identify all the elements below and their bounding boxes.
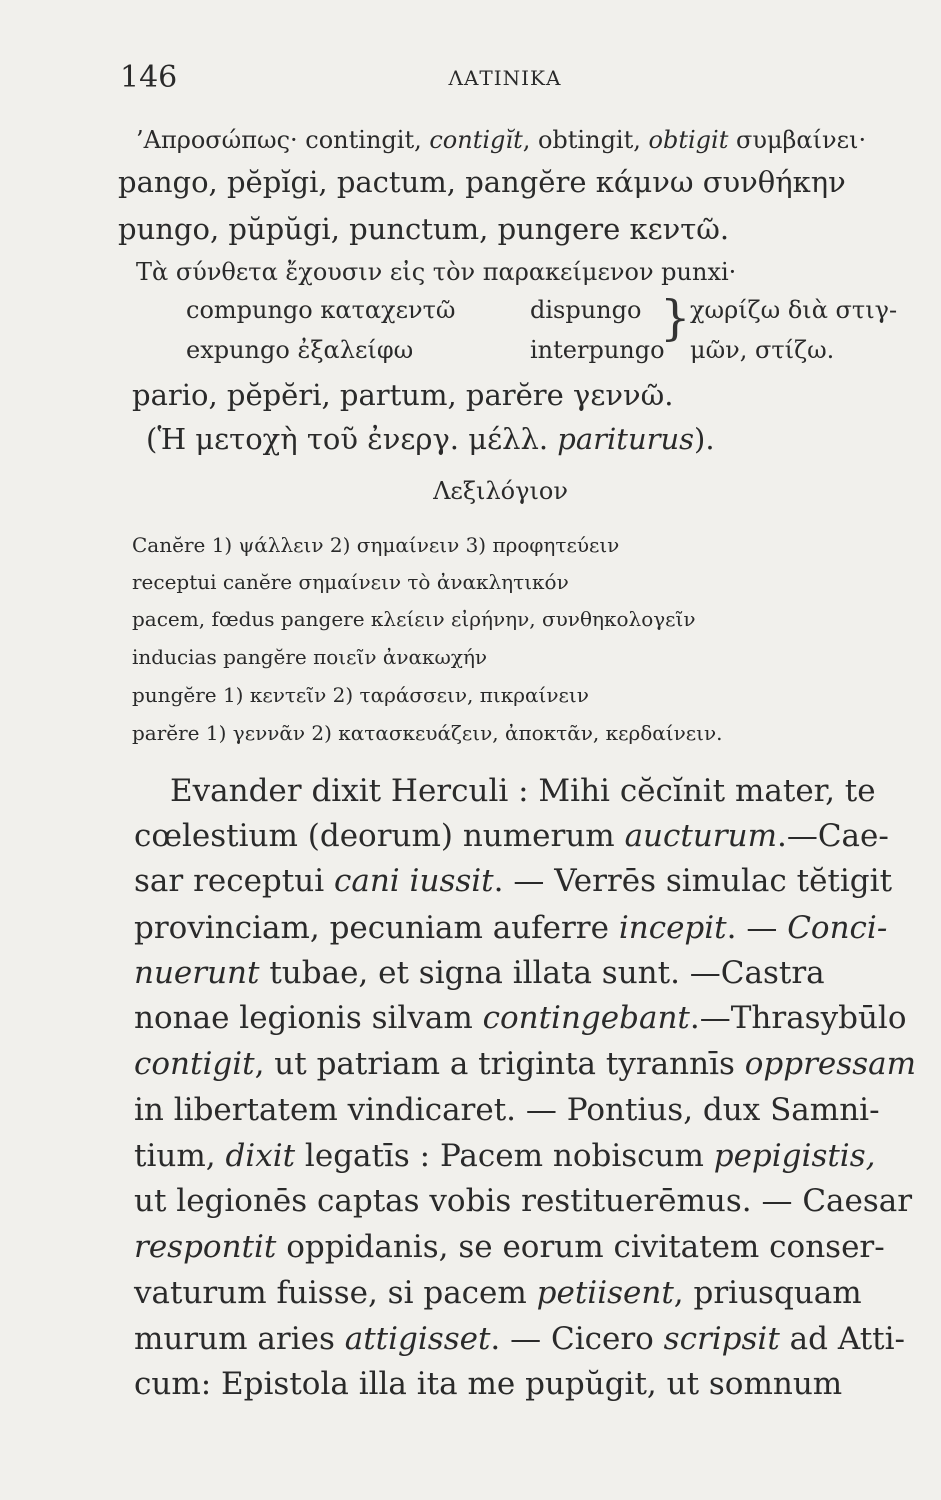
lexicon-row-3: pacem, fœdus pangere κλείειν εἰρήνην, συνθηκολογεῖν xyxy=(132,607,696,631)
intro-line-7: pario, pĕpĕri, partum, parĕre γεννῶ. xyxy=(132,378,674,412)
compound-gloss-2: μῶν, στίζω. xyxy=(690,336,835,364)
passage-line-11: respontit oppidanis, se eorum civitatem conser- xyxy=(134,1229,885,1265)
intro-line-8: (Ἡ μετοχὴ τοῦ ἐνεργ. μέλλ. pariturus). xyxy=(146,422,715,456)
passage-line-6: nonae legionis silvam contingebant.—Thrasybūlo xyxy=(134,1000,907,1036)
passage-line-9: tium, dixit legatīs : Pacem nobiscum pepigistis, xyxy=(134,1138,876,1174)
intro-line-1: ’Απροσώπως· contingit, contigĭt, obtingit, obtigit συμβαίνει· xyxy=(136,126,867,154)
passage-line-5: nuerunt tubae, et signa illata sunt. —Castra xyxy=(134,955,825,991)
passage-line-8: in libertatem vindicaret. — Pontius, dux Samni- xyxy=(134,1092,880,1128)
passage-line-2: cœlestium (deorum) numerum aucturum.—Cae- xyxy=(134,818,889,854)
brace-mark: } xyxy=(660,290,691,346)
passage-line-14: cum: Epistola illa ita me pupŭgit, ut somnum xyxy=(134,1366,843,1402)
running-title: ΛΑΤΙΝΙΚΑ xyxy=(448,66,562,90)
intro-line-4: Τὰ σύνθετα ἔχουσιν εἰς τὸν παρακείμενον punxi· xyxy=(136,258,737,286)
passage-line-3: sar receptui cani iussit. — Verrēs simulac tĕtigit xyxy=(134,863,893,899)
compound-compungo: compungo καταχεντῶ xyxy=(186,296,456,324)
passage-line-12: vaturum fuisse, si pacem petiisent, priusquam xyxy=(134,1275,862,1311)
lexicon-row-4: inducias pangĕre ποιεῖν ἀνακωχήν xyxy=(132,645,488,669)
passage-line-13: murum aries attigisset. — Cicero scripsit ad Atti- xyxy=(134,1321,905,1357)
compound-dispungo: dispungo xyxy=(530,296,642,324)
lexicon-row-1: Canĕre 1) ψάλλειν 2) σημαίνειν 3) προφητεύειν xyxy=(132,533,620,557)
lexicon-title: Λεξιλόγιον xyxy=(433,477,568,505)
page-header xyxy=(120,60,890,104)
compound-expungo: expungo ἐξαλείφω xyxy=(186,336,414,364)
compound-gloss-1: χωρίζω διὰ στιγ- xyxy=(690,296,898,324)
page-number: 146 xyxy=(120,60,178,95)
intro-line-2: pango, pĕpĭgi, pactum, pangĕre κάμνω συνθήκην xyxy=(118,165,846,199)
passage-line-1: Evander dixit Herculi : Mihi cĕcĭnit mater, te xyxy=(170,773,876,809)
passage-line-4: provinciam, pecuniam auferre incepit. — Conci- xyxy=(134,910,888,946)
compound-interpungo: interpungo xyxy=(530,336,665,364)
lexicon-row-2: receptui canĕre σημαίνειν τὸ ἀνακλητικόν xyxy=(132,570,569,594)
lexicon-row-5: pungĕre 1) κεντεῖν 2) ταράσσειν, πικραίνειν xyxy=(132,683,589,707)
passage-line-7: contigit, ut patriam a triginta tyrannīs oppressam xyxy=(134,1046,916,1082)
intro-line-3: pungo, pŭpŭgi, punctum, pungere κεντῶ. xyxy=(118,212,730,246)
passage-line-10: ut legionēs captas vobis restituerēmus. — Caesar xyxy=(134,1183,913,1219)
lexicon-row-6: parĕre 1) γεννᾶν 2) κατασκευάζειν, ἀποκτᾶν, κερδαίνειν. xyxy=(132,721,723,745)
